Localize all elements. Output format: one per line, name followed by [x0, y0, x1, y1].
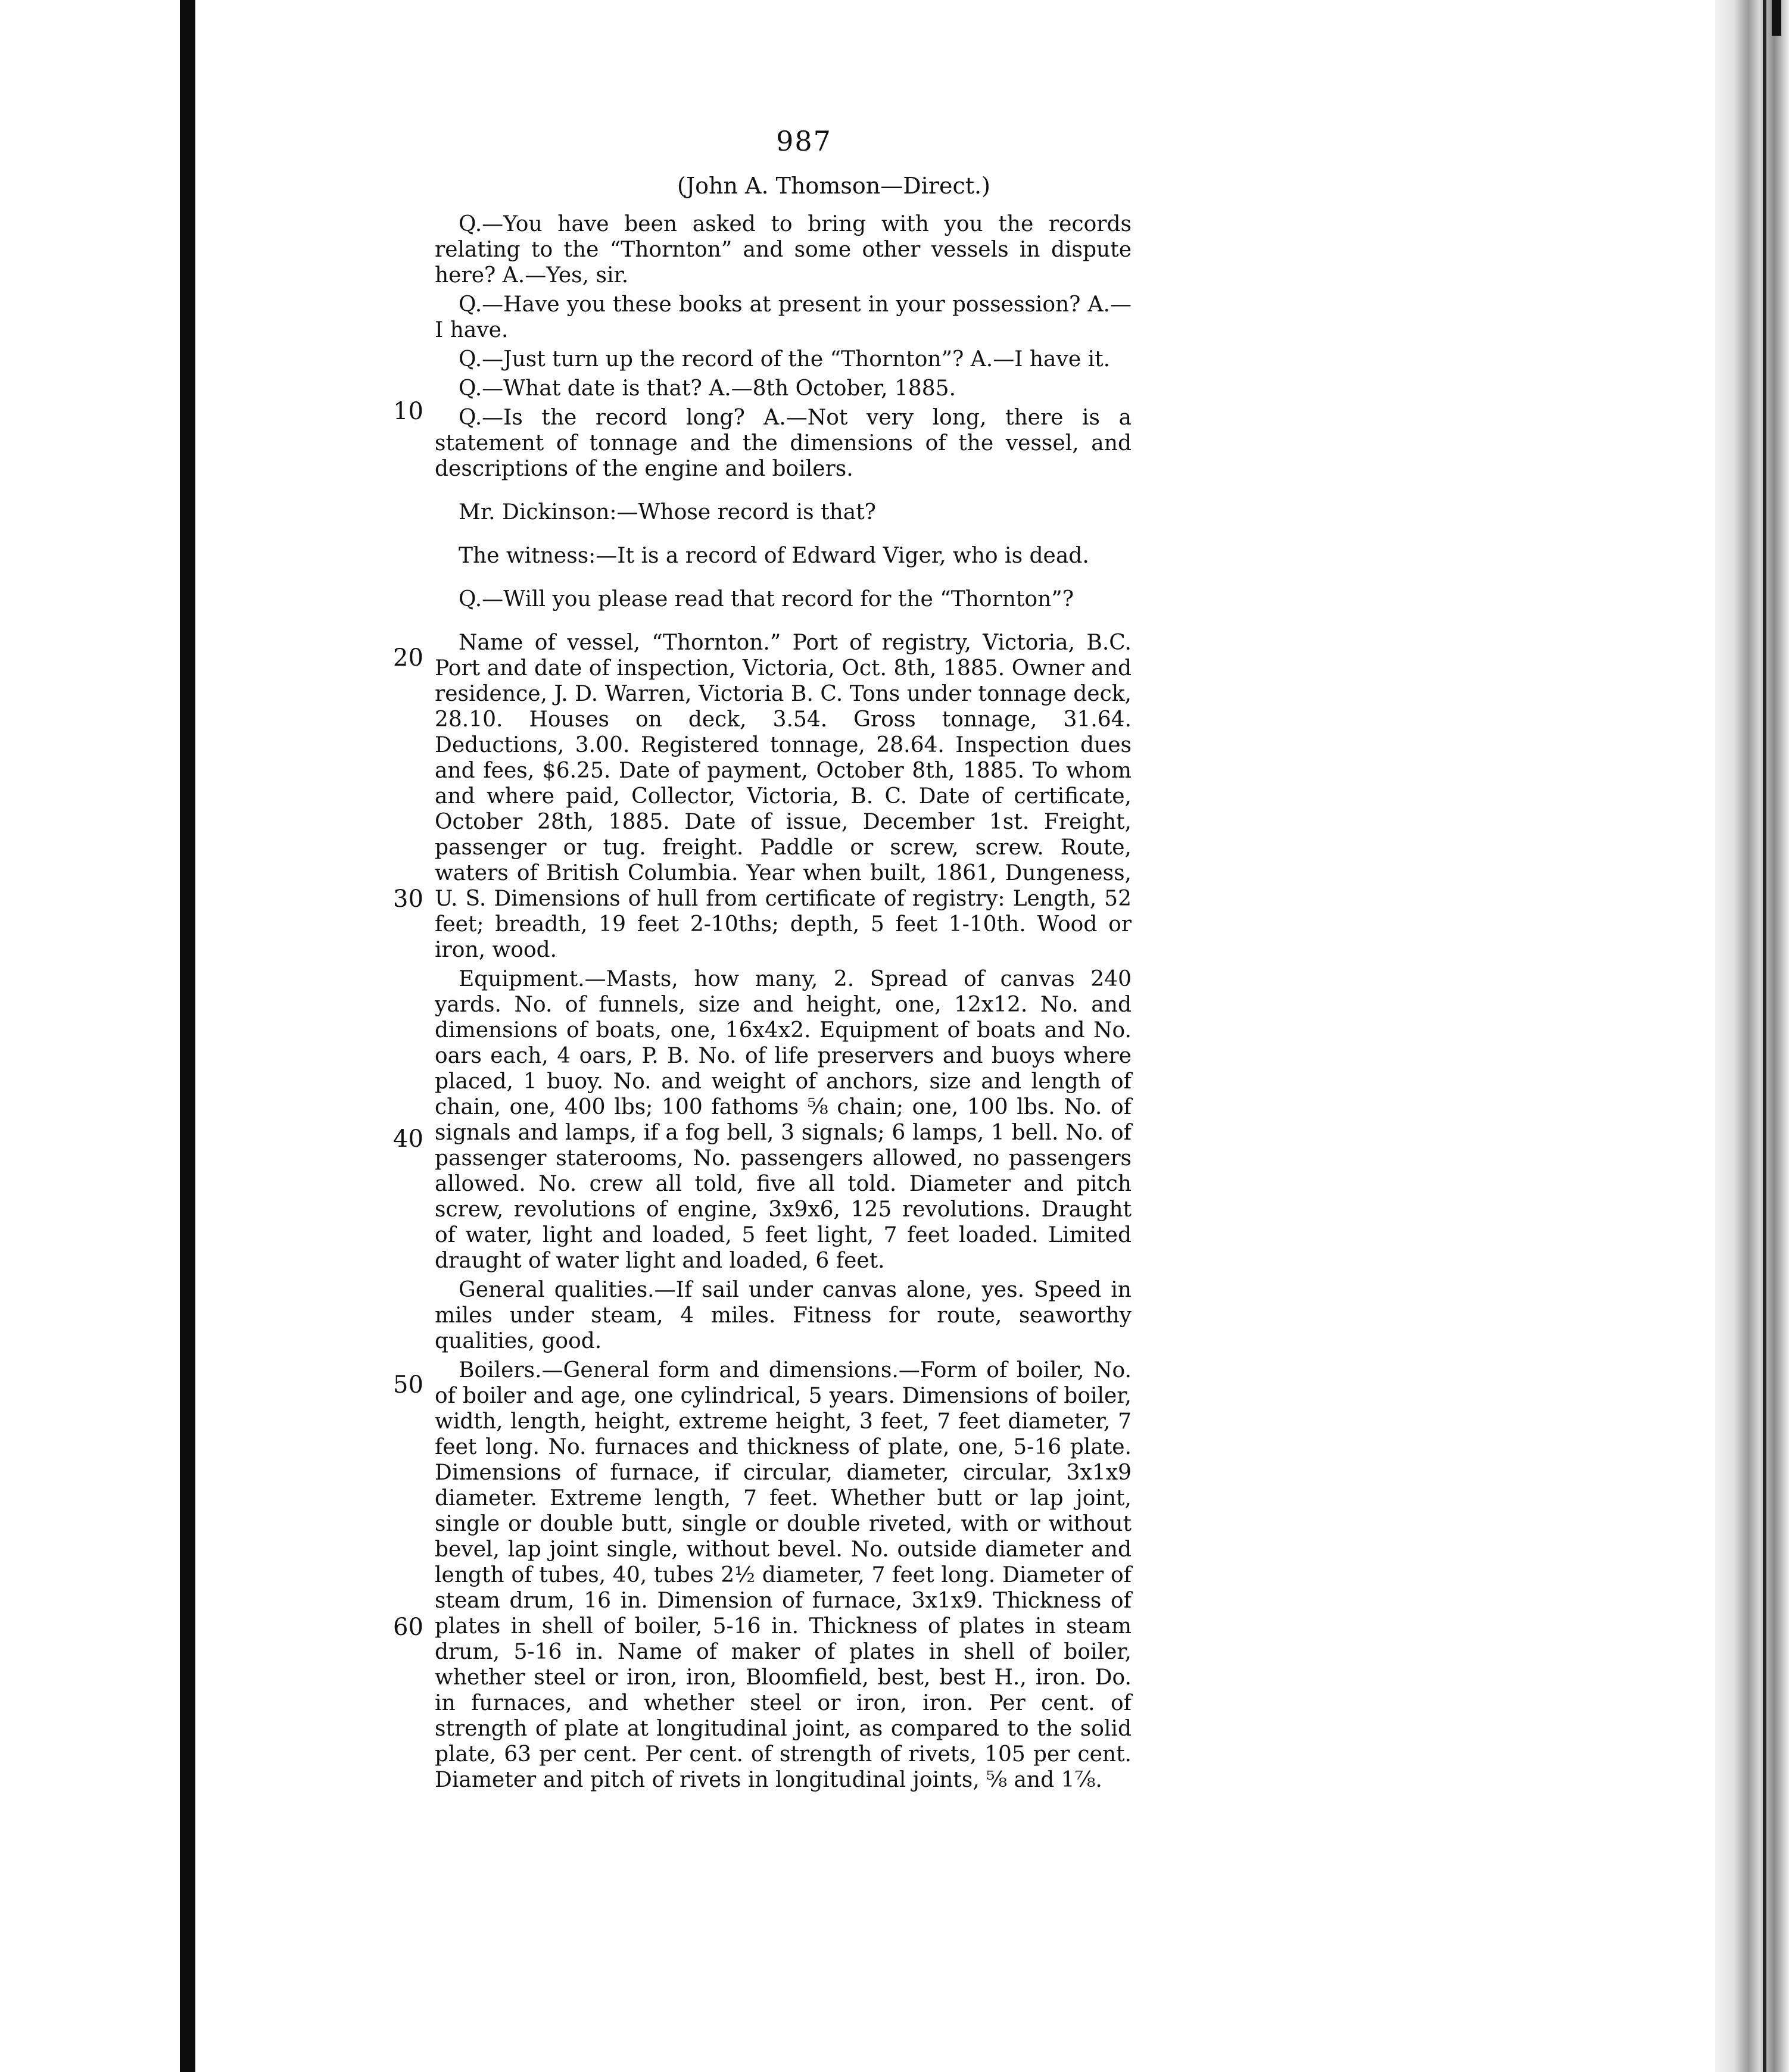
running-header: (John A. Thomson—Direct.): [677, 173, 990, 199]
body-text: [435, 211, 1132, 1796]
line-number: 10: [393, 398, 423, 425]
line-number: 60: [393, 1614, 423, 1641]
paragraph: Q.—Will you please read that record for the “Thornton”?: [459, 587, 1074, 611]
paragraph: Boilers.—General form and dimensions.—Form of boiler, No. of boiler and age, one cylindrical, 5 years. Dimensions of boiler, width, length, height, extreme height, 3 feet, 7 feet diameter, 7 feet long. No. furnaces and thickness of plate, one, 5-16 plate. Dimensions of furnace, if circular, diameter, circular, 3x1x9 diameter. Extreme length, 7 feet. Whether butt or lap joint, single or double butt, single or double riveted, with or without bevel, lap joint single, without bevel. No. outside diameter and length of tubes, 40, tubes 2½ diameter, 7 feet long. Diameter of steam drum, 16 in. Dimension of furnace, 3x1x9. Thickness of plates in shell of boiler, 5-16 in. Thickness of plates in steam drum, 5-16 in. Name of maker of plates in shell of boiler, whether steel or iron, iron, Bloomfield, best, best H., iron. Do. in furnaces, and whether steel or iron, iron. Per cent. of strength of plate at longitudinal joint, as compared to the solid plate, 63 per cent. Per cent. of strength of rivets, 105 per cent. Diameter and pitch of rivets in longitudinal joints, ⅝ and 1⅞.: [435, 1358, 1132, 1792]
line-number: 50: [393, 1371, 423, 1399]
paragraph: Q.—Just turn up the record of the “Thornton”? A.—I have it.: [459, 347, 1111, 372]
line-number: 40: [393, 1125, 423, 1153]
page-number: 987: [776, 125, 832, 157]
corner-mark: [1772, 0, 1781, 36]
page-edge-stack: [1715, 0, 1789, 2072]
paragraph: Mr. Dickinson:—Whose record is that?: [459, 500, 876, 525]
paragraph: Equipment.—Masts, how many, 2. Spread of canvas 240 yards. No. of funnels, size and height, one, 12x12. No. and dimensions of boats, one, 16x4x2. Equipment of boats and No. oars each, 4 oars, P. B. No. of life preservers and buoys where placed, 1 buoy. No. and weight of anchors, size and length of chain, one, 400 lbs; 100 fathoms ⅝ chain; one, 100 lbs. No. of signals and lamps, if a fog bell, 3 signals; 6 lamps, 1 bell. No. of passenger staterooms, No. passengers allowed, no passengers allowed. No. crew all told, five all told. Diameter and pitch screw, revolutions of engine, 3x9x6, 125 revolutions. Draught of water, light and loaded, 5 feet light, 7 feet loaded. Limited draught of water light and loaded, 6 feet.: [435, 967, 1132, 1273]
paragraph: General qualities.—If sail under canvas alone, yes. Speed in miles under steam, 4 miles. Fitness for route, seaworthy qualities, good.: [435, 1278, 1132, 1353]
paragraph: Q.—What date is that? A.—8th October, 1885.: [459, 376, 956, 401]
page-margin-left: [0, 0, 191, 2072]
page-edge-line: [1763, 0, 1766, 2072]
paragraph: Name of vessel, “Thornton.” Port of registry, Victoria, B.C. Port and date of inspection, Victoria, Oct. 8th, 1885. Owner and residence, J. D. Warren, Victoria B. C. Tons under tonnage deck, 28.10. Houses on deck, 3.54. Gross tonnage, 31.64. Deductions, 3.00. Registered tonnage, 28.64. Inspection dues and fees, $6.25. Date of payment, October 8th, 1885. To whom and where paid, Collector, Victoria, B. C. Date of certificate, October 28th, 1885. Date of issue, December 1st. Freight, passenger or tug. freight. Paddle or screw, screw. Route, waters of British Columbia. Year when built, 1861, Dungeness, U. S. Dimensions of hull from certificate of registry: Length, 52 feet; breadth, 19 feet 2-10ths; depth, 5 feet 1-10th. Wood or iron, wood.: [435, 631, 1132, 962]
paragraph: Q.—Is the record long? A.—Not very long, there is a statement of tonnage and the dimensions of the vessel, and descriptions of the engine and boilers.: [435, 405, 1132, 481]
book-spine-shadow: [180, 0, 195, 2072]
paragraph: The witness:—It is a record of Edward Viger, who is dead.: [459, 544, 1089, 568]
paragraph: Q.—You have been asked to bring with you the records relating to the “Thornton” and some other vessels in dispute here? A.—Yes, sir.: [435, 212, 1132, 288]
line-number: 20: [393, 644, 423, 672]
paragraph: Q.—Have you these books at present in your possession? A.—I have.: [435, 292, 1132, 342]
line-number: 30: [393, 885, 423, 913]
